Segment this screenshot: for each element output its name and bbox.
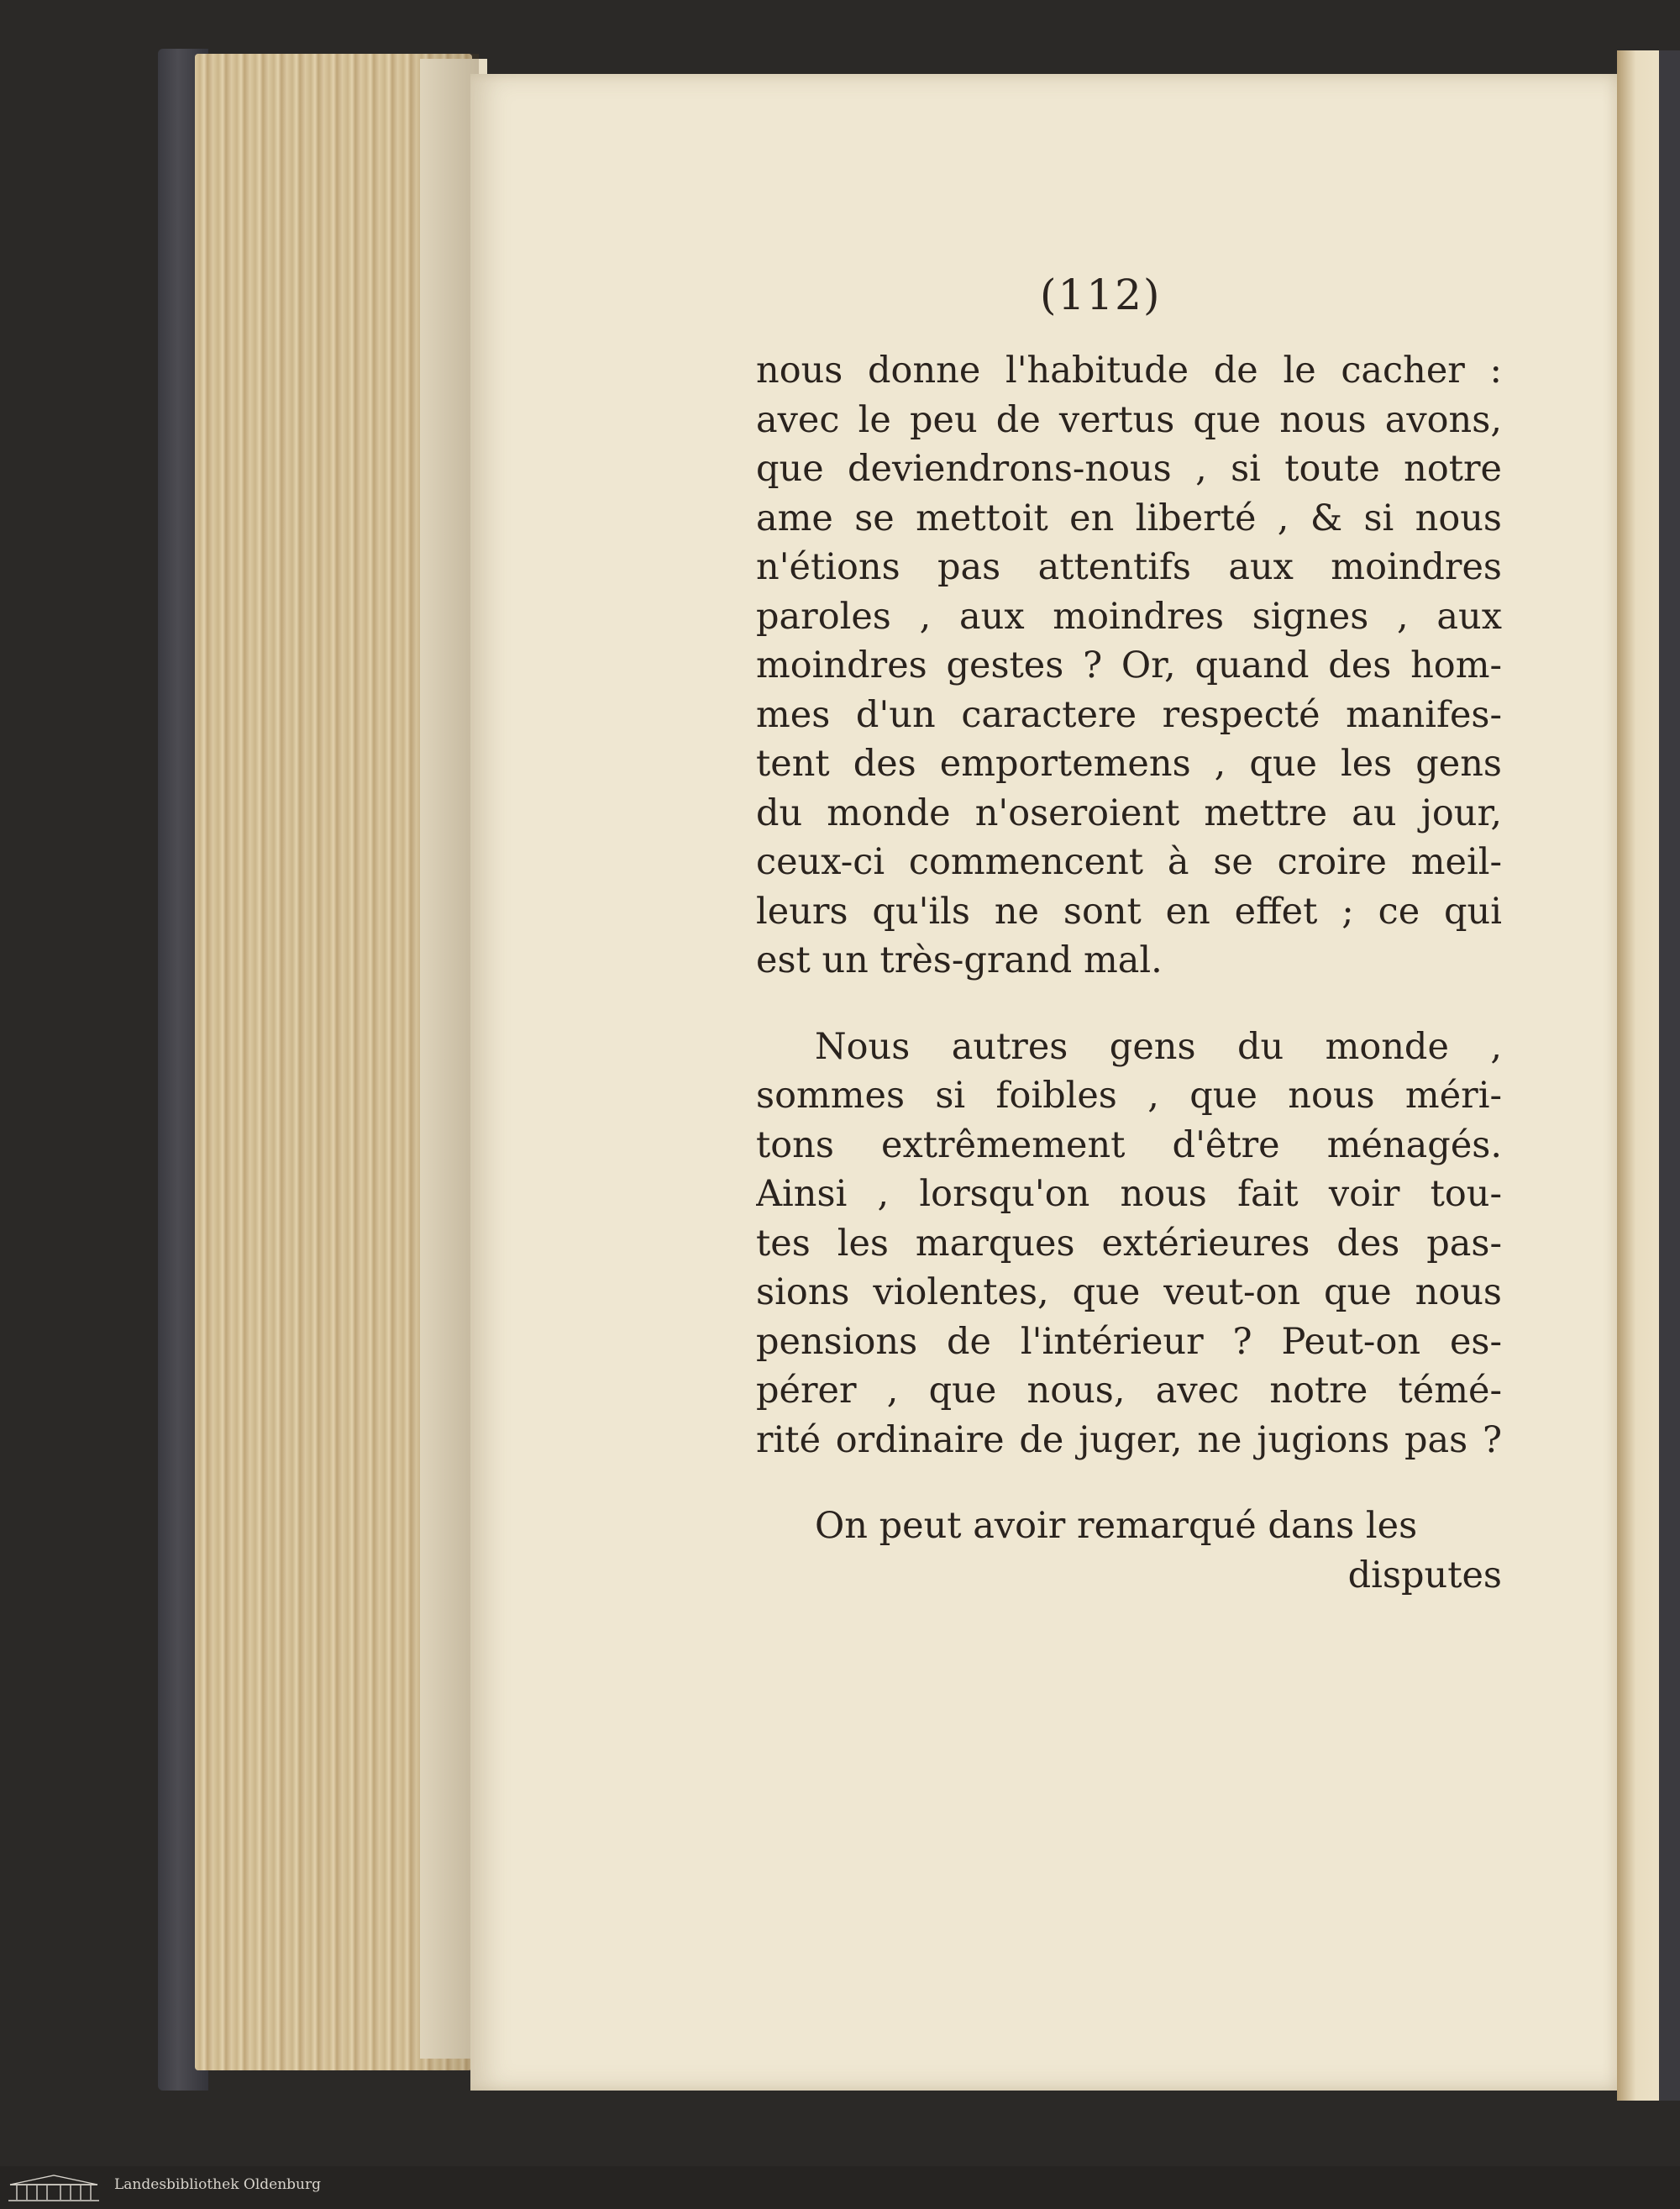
text-line: sommes si foibles , que nous méri- xyxy=(756,1075,1502,1117)
text-line: tes les marques extérieures des pas- xyxy=(756,1222,1502,1265)
text-line: du monde n'oseroient mettre au jour, xyxy=(756,792,1502,834)
text-line: ceux-ci commencent à se croire meil- xyxy=(756,841,1502,883)
footer-bar xyxy=(0,2166,1680,2209)
catchword: disputes xyxy=(1347,1554,1502,1596)
text-line: avec le peu de vertus que nous avons, xyxy=(756,398,1502,441)
text-line: leurs qu'ils ne sont en effet ; ce qui xyxy=(756,890,1502,933)
text-line: mes d'un caractere respecté manifes- xyxy=(756,693,1502,736)
text-line: moindres gestes ? Or, quand des hom- xyxy=(756,644,1502,686)
text-line: tent des emportemens , que les gens xyxy=(756,743,1502,785)
text-line: que deviendrons-nous , si toute notre xyxy=(756,448,1502,490)
text-line: tons extrêmement d'être ménagés. xyxy=(756,1123,1502,1166)
page-number: (112) xyxy=(1040,271,1162,319)
book-cover-right xyxy=(1659,50,1680,2101)
text-line: sions violentes, que veut-on que nous xyxy=(756,1271,1502,1313)
text-line: nous donne l'habitude de le cacher : xyxy=(756,350,1502,392)
text-line: pensions de l'intérieur ? Peut-on es- xyxy=(756,1320,1502,1363)
library-building-icon xyxy=(7,2173,101,2203)
text-line: paroles , aux moindres signes , aux xyxy=(756,595,1502,638)
page-text xyxy=(756,346,1502,1600)
text-line: Ainsi , lorsqu'on nous fait voir tou- xyxy=(756,1173,1502,1215)
library-name: Landesbibliothek Oldenburg xyxy=(114,2176,322,2193)
edges-shadow xyxy=(403,54,479,2070)
text-line: rité ordinaire de juger, ne jugions pas ? xyxy=(756,1418,1502,1461)
text-line: pérer , que nous, avec notre témé- xyxy=(756,1370,1502,1412)
text-line: est un très-grand mal. xyxy=(756,939,1163,981)
text-line: ame se mettoit en liberté , & si nous xyxy=(756,497,1502,539)
text-line: n'étions pas attentifs aux moindres xyxy=(756,546,1502,588)
text-line: On peut avoir remarqué dans les xyxy=(815,1505,1418,1547)
text-line: Nous autres gens du monde , xyxy=(815,1025,1502,1068)
